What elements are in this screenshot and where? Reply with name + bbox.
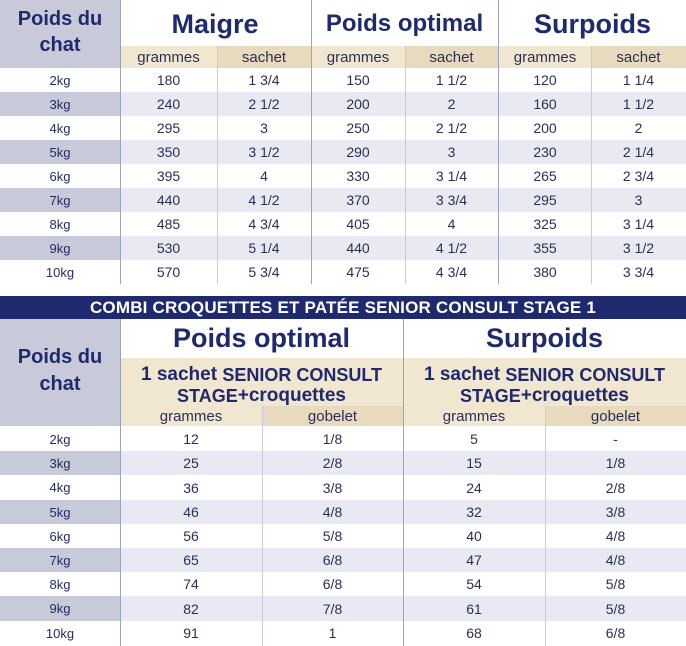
- t1-row-kg: 6kg: [49, 168, 71, 184]
- t1-cell: 485: [120, 212, 217, 236]
- t1-row-kg: 4kg: [49, 120, 71, 136]
- t1-cell: 330: [311, 164, 405, 188]
- t2-group-divider-1: [403, 319, 404, 646]
- t1-cell: 240: [120, 92, 217, 116]
- t1-cell: 5 1/4: [217, 236, 311, 260]
- t2-product-line1-1: [403, 364, 686, 386]
- t1-cell: 200: [499, 116, 591, 140]
- t1-cell: 150: [311, 68, 405, 92]
- t2-cell: 2/8: [262, 451, 403, 475]
- t1-cell: 1 1/4: [591, 68, 686, 92]
- t2-product-stage: STAGE: [177, 385, 238, 406]
- t2-row-kg: 3kg: [49, 455, 71, 471]
- t2-cell: 24: [403, 475, 545, 500]
- t2-rowlabel-header-line1: Poids du: [17, 345, 103, 368]
- t1-cell: 3 3/4: [405, 188, 498, 212]
- t1-cell: 370: [311, 188, 405, 212]
- t2-product-line2-0: [120, 385, 403, 407]
- t2-cell: 1: [262, 621, 403, 645]
- t1-cell: 3: [591, 188, 686, 212]
- t2-product-suffix: +croquettes: [237, 385, 346, 406]
- t2-subheader-3: gobelet: [545, 406, 686, 426]
- t2-row-kg: 6kg: [49, 528, 71, 544]
- t2-cell: 65: [120, 548, 262, 572]
- t1-group-title-0: Maigre: [171, 8, 259, 39]
- t2-product-prefix: 1 sachet: [424, 364, 506, 385]
- t1-cell: 3: [217, 116, 311, 140]
- t1-cell: 2 1/4: [591, 140, 686, 164]
- t2-cell: 82: [120, 596, 262, 621]
- t1-cell: 440: [311, 236, 405, 260]
- t2-group-title-1: Surpoids: [485, 322, 603, 353]
- t1-cell: 4 1/2: [217, 188, 311, 212]
- t1-row-kg: 7kg: [49, 192, 71, 208]
- t2-product-stage: STAGE: [460, 385, 521, 406]
- t1-cell: 475: [311, 260, 405, 284]
- t2-product-prefix: 1 sachet: [141, 364, 223, 385]
- t1-cell: 570: [120, 260, 217, 284]
- t1-cell: 4 3/4: [217, 212, 311, 236]
- t1-cell: 200: [311, 92, 405, 116]
- t2-row-kg: 8kg: [49, 576, 71, 592]
- t2-cell: 4/8: [545, 548, 686, 572]
- t1-cell: 3 1/2: [217, 140, 311, 164]
- t2-cell: 47: [403, 548, 545, 572]
- t2-row-kg: 4kg: [49, 480, 71, 495]
- t1-cell: 5 3/4: [217, 260, 311, 284]
- t2-cell: 6/8: [262, 572, 403, 596]
- t1-col-divider-2: [591, 46, 592, 284]
- t2-cell: 36: [120, 475, 262, 500]
- t1-col-divider-1: [405, 46, 406, 284]
- t2-cell: 5/8: [545, 572, 686, 596]
- t2-group-divider-0: [120, 319, 121, 646]
- t1-subheader-2: grammes: [311, 46, 405, 68]
- t1-group-title-2: Surpoids: [533, 8, 651, 39]
- t2-row-kg: 9kg: [49, 601, 71, 616]
- t1-cell: 265: [499, 164, 591, 188]
- t1-group-title-1: Poids optimal: [325, 10, 484, 37]
- t1-cell: 440: [120, 188, 217, 212]
- t2-product-line2-1: [403, 385, 686, 407]
- t1-cell: 120: [499, 68, 591, 92]
- t2-cell: 12: [120, 427, 262, 451]
- t2-cell: 4/8: [262, 500, 403, 524]
- t1-cell: 230: [499, 140, 591, 164]
- t1-cell: 1 1/2: [591, 92, 686, 116]
- t1-row-kg: 10kg: [45, 264, 75, 280]
- t2-row-kg: 5kg: [49, 504, 71, 520]
- t1-cell: 2 3/4: [591, 164, 686, 188]
- t1-col-divider-0: [217, 46, 218, 284]
- t2-cell: 3/8: [262, 475, 403, 500]
- t2-cell: 74: [120, 572, 262, 596]
- t1-cell: 250: [311, 116, 405, 140]
- t2-cell: 40: [403, 524, 545, 548]
- t2-subheader-0: grammes: [120, 406, 262, 426]
- t1-cell: 2: [591, 116, 686, 140]
- t1-cell: 530: [120, 236, 217, 260]
- t2-cell: 1/8: [262, 427, 403, 451]
- t1-cell: 295: [499, 188, 591, 212]
- t2-product-suffix: +croquettes: [520, 385, 629, 406]
- t1-cell: 4: [217, 164, 311, 188]
- t1-cell: 3 1/4: [591, 212, 686, 236]
- t1-cell: 2 1/2: [405, 116, 498, 140]
- t1-cell: 1 1/2: [405, 68, 498, 92]
- t1-cell: 2: [405, 92, 498, 116]
- t1-cell: 1 3/4: [217, 68, 311, 92]
- t1-row-kg: 2kg: [49, 72, 71, 88]
- t1-cell: 3 3/4: [591, 260, 686, 284]
- t1-row-kg: 5kg: [49, 144, 71, 160]
- t2-row-kg: 10kg: [45, 625, 75, 641]
- t2-subheader-2: grammes: [403, 406, 545, 426]
- t2-cell: 1/8: [545, 451, 686, 475]
- t1-cell: 4 1/2: [405, 236, 498, 260]
- t2-row-kg: 7kg: [49, 552, 71, 568]
- t1-cell: 405: [311, 212, 405, 236]
- t1-group-divider-2: [498, 0, 499, 284]
- t1-subheader-1: sachet: [217, 46, 311, 68]
- t1-group-divider-0: [120, 0, 121, 284]
- t1-cell: 3: [405, 140, 498, 164]
- t1-subheader-3: sachet: [405, 46, 498, 68]
- t2-product-name: SENIOR CONSULT: [505, 364, 665, 385]
- t1-subheader-0: grammes: [120, 46, 217, 68]
- t2-subheader-1: gobelet: [262, 406, 403, 426]
- t2-cell: 68: [403, 621, 545, 645]
- t1-rowlabel-header-line2: chat: [39, 33, 81, 56]
- t1-group-divider-1: [311, 0, 312, 284]
- t2-cell: 56: [120, 524, 262, 548]
- t2-product-name: SENIOR CONSULT: [222, 364, 382, 385]
- t2-group-title-0: Poids optimal: [172, 322, 351, 353]
- t1-row-kg: 3kg: [49, 96, 71, 112]
- t2-rowlabel-header-line2: chat: [39, 372, 81, 395]
- t2-col-divider-0: [262, 406, 263, 646]
- t2-cell: -: [545, 427, 686, 451]
- t1-cell: 4 3/4: [405, 260, 498, 284]
- t2-cell: 5/8: [262, 524, 403, 548]
- t1-cell: 290: [311, 140, 405, 164]
- t2-cell: 5: [403, 427, 545, 451]
- t1-cell: 355: [499, 236, 591, 260]
- t2-col-divider-1: [545, 406, 546, 646]
- t1-cell: 160: [499, 92, 591, 116]
- t1-row-kg: 8kg: [49, 216, 71, 232]
- t2-row-kg: 2kg: [49, 431, 71, 447]
- t1-cell: 325: [499, 212, 591, 236]
- t2-cell: 61: [403, 596, 545, 621]
- t2-cell: 54: [403, 572, 545, 596]
- t1-cell: 380: [499, 260, 591, 284]
- t1-cell: 3 1/4: [405, 164, 498, 188]
- t2-cell: 46: [120, 500, 262, 524]
- t1-cell: 350: [120, 140, 217, 164]
- t1-rowlabel-header-line1: Poids du: [17, 7, 103, 30]
- t2-product-line1-0: [120, 364, 403, 386]
- t1-cell: 4: [405, 212, 498, 236]
- t2-cell: 2/8: [545, 475, 686, 500]
- t2-cell: 4/8: [545, 524, 686, 548]
- t1-cell: 180: [120, 68, 217, 92]
- t2-cell: 15: [403, 451, 545, 475]
- t1-subheader-5: sachet: [591, 46, 686, 68]
- t1-cell: 395: [120, 164, 217, 188]
- banner-title: COMBI CROQUETTES ET PATÉE SENIOR CONSULT STAGE 1: [89, 297, 597, 317]
- t2-cell: 91: [120, 621, 262, 645]
- t1-cell: 295: [120, 116, 217, 140]
- t2-cell: 7/8: [262, 596, 403, 621]
- t2-cell: 25: [120, 451, 262, 475]
- t2-cell: 32: [403, 500, 545, 524]
- t2-cell: 6/8: [262, 548, 403, 572]
- t1-cell: 2 1/2: [217, 92, 311, 116]
- t1-subheader-4: grammes: [499, 46, 591, 68]
- t2-cell: 5/8: [545, 596, 686, 621]
- t1-cell: 3 1/2: [591, 236, 686, 260]
- t1-row-kg: 9kg: [49, 240, 71, 256]
- t2-cell: 3/8: [545, 500, 686, 524]
- t2-cell: 6/8: [545, 621, 686, 645]
